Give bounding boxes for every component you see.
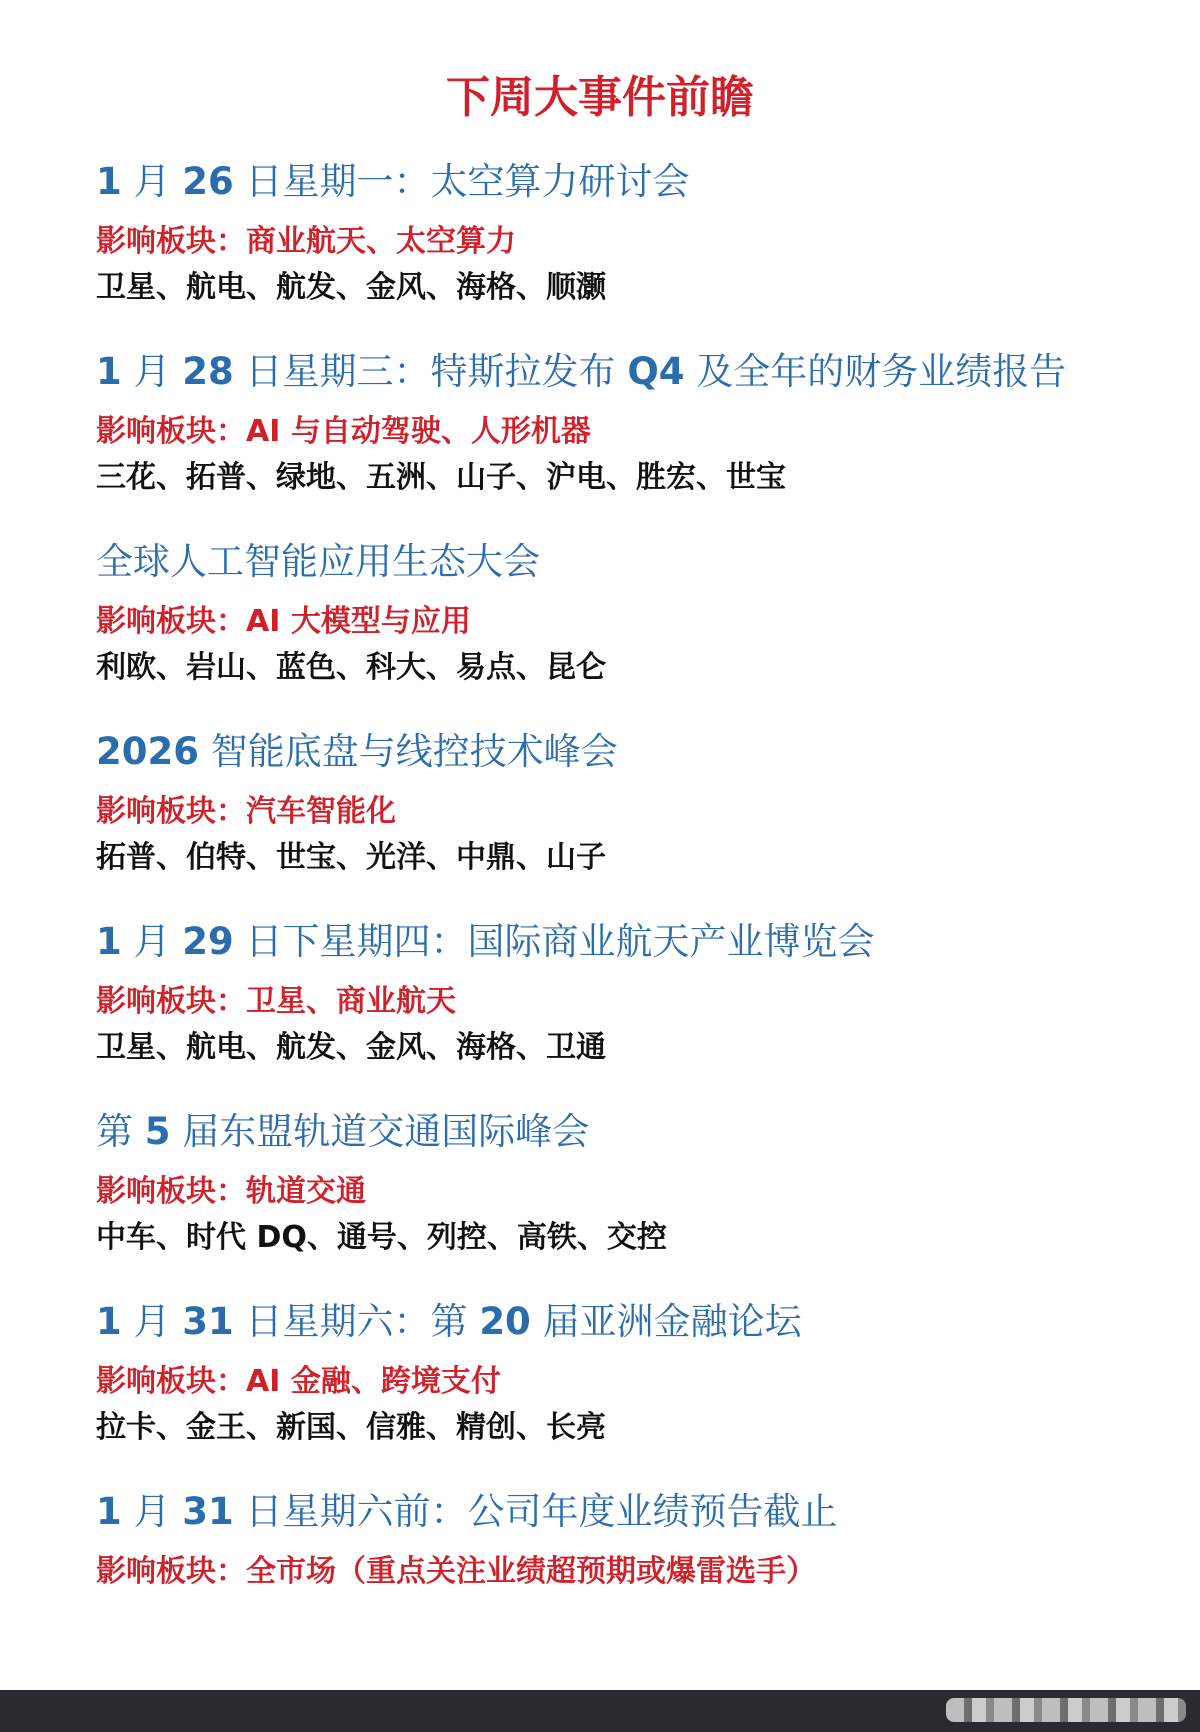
heading-number: 29 bbox=[182, 920, 234, 963]
sector-line bbox=[96, 1362, 1176, 1402]
heading-number: 1 bbox=[96, 1300, 122, 1343]
event-heading bbox=[96, 158, 1176, 206]
heading-text: 月 bbox=[121, 160, 183, 203]
heading-text: 月 bbox=[121, 920, 183, 963]
heading-number: 31 bbox=[182, 1490, 234, 1533]
sector-prefix: 影响板块： bbox=[96, 1174, 246, 1209]
heading-text: 及全年的财务业绩报告 bbox=[684, 350, 1067, 393]
sector-line bbox=[96, 222, 1176, 262]
stock-list: 三花、拓普、绿地、五洲、山子、沪电、胜宏、世宝 bbox=[96, 460, 786, 495]
heading-text: 月 bbox=[121, 350, 183, 393]
sector-values: AI 金融、跨境支付 bbox=[246, 1364, 501, 1399]
sector-line bbox=[96, 1172, 1176, 1212]
heading-number: 2026 bbox=[96, 730, 199, 773]
sector-values: AI 大模型与应用 bbox=[246, 604, 471, 639]
stock-list: 中车、时代 DQ、通号、列控、高铁、交控 bbox=[96, 1220, 667, 1255]
heading-text: 日星期一：太空算力研讨会 bbox=[233, 160, 690, 203]
heading-text: 日星期三：特斯拉发布 bbox=[233, 350, 628, 393]
heading-number: Q4 bbox=[627, 350, 685, 393]
heading-text: 日星期六：第 bbox=[233, 1300, 480, 1343]
event-item bbox=[96, 1488, 1176, 1592]
event-list bbox=[96, 158, 1176, 1592]
heading-text: 届东盟轨道交通国际峰会 bbox=[170, 1110, 590, 1153]
heading-text: 日下星期四：国际商业航天产业博览会 bbox=[233, 920, 875, 963]
page-title: 下周大事件前瞻 bbox=[446, 72, 754, 123]
sector-values: 轨道交通 bbox=[246, 1174, 366, 1209]
stock-list: 卫星、航电、航发、金风、海格、卫通 bbox=[96, 1030, 606, 1065]
sector-prefix: 影响板块： bbox=[96, 224, 246, 259]
heading-number: 1 bbox=[96, 920, 122, 963]
heading-text: 智能底盘与线控技术峰会 bbox=[198, 730, 618, 773]
sector-values: AI 与自动驾驶、人形机器 bbox=[246, 414, 591, 449]
sector-values: 全市场（重点关注业绩超预期或爆雷选手） bbox=[246, 1554, 816, 1589]
heading-text: 月 bbox=[121, 1490, 183, 1533]
event-heading bbox=[96, 538, 1176, 586]
event-item bbox=[96, 1298, 1176, 1448]
event-heading bbox=[96, 918, 1176, 966]
heading-number: 28 bbox=[182, 350, 234, 393]
heading-number: 26 bbox=[182, 160, 234, 203]
sector-values: 商业航天、太空算力 bbox=[246, 224, 516, 259]
event-heading bbox=[96, 1298, 1176, 1346]
event-heading bbox=[96, 1488, 1176, 1536]
stock-list: 拉卡、金王、新国、信雅、精创、长亮 bbox=[96, 1410, 606, 1445]
sector-line bbox=[96, 602, 1176, 642]
heading-text: 日星期六前：公司年度业绩预告截止 bbox=[233, 1490, 838, 1533]
sector-prefix: 影响板块： bbox=[96, 984, 246, 1019]
stock-list: 利欧、岩山、蓝色、科大、易点、昆仑 bbox=[96, 650, 606, 685]
heading-number: 31 bbox=[182, 1300, 234, 1343]
event-heading bbox=[96, 348, 1176, 396]
heading-text: 全球人工智能应用生态大会 bbox=[96, 540, 540, 583]
sector-line bbox=[96, 412, 1176, 452]
stock-list: 拓普、伯特、世宝、光洋、中鼎、山子 bbox=[96, 840, 606, 875]
heading-number: 1 bbox=[96, 160, 122, 203]
event-item bbox=[96, 348, 1176, 498]
watermark-logo bbox=[946, 1698, 1186, 1722]
event-heading bbox=[96, 728, 1176, 776]
stock-list: 卫星、航电、航发、金风、海格、顺灏 bbox=[96, 270, 606, 305]
event-item bbox=[96, 728, 1176, 878]
heading-text: 第 bbox=[96, 1110, 145, 1153]
footer-bar bbox=[0, 1690, 1200, 1732]
heading-text: 届亚洲金融论坛 bbox=[530, 1300, 802, 1343]
sector-line bbox=[96, 1552, 1176, 1592]
heading-number: 5 bbox=[144, 1110, 171, 1153]
sector-prefix: 影响板块： bbox=[96, 1364, 246, 1399]
sector-prefix: 影响板块： bbox=[96, 1554, 246, 1589]
event-item bbox=[96, 918, 1176, 1068]
heading-number: 1 bbox=[96, 1490, 122, 1533]
event-item bbox=[96, 538, 1176, 688]
sector-values: 卫星、商业航天 bbox=[246, 984, 456, 1019]
sector-line bbox=[96, 982, 1176, 1022]
heading-number: 20 bbox=[479, 1300, 531, 1343]
sector-prefix: 影响板块： bbox=[96, 414, 246, 449]
sector-prefix: 影响板块： bbox=[96, 794, 246, 829]
sector-line bbox=[96, 792, 1176, 832]
heading-number: 1 bbox=[96, 350, 122, 393]
event-item bbox=[96, 158, 1176, 308]
event-item bbox=[96, 1108, 1176, 1258]
heading-text: 月 bbox=[121, 1300, 183, 1343]
event-heading bbox=[96, 1108, 1176, 1156]
sector-values: 汽车智能化 bbox=[246, 794, 396, 829]
sector-prefix: 影响板块： bbox=[96, 604, 246, 639]
